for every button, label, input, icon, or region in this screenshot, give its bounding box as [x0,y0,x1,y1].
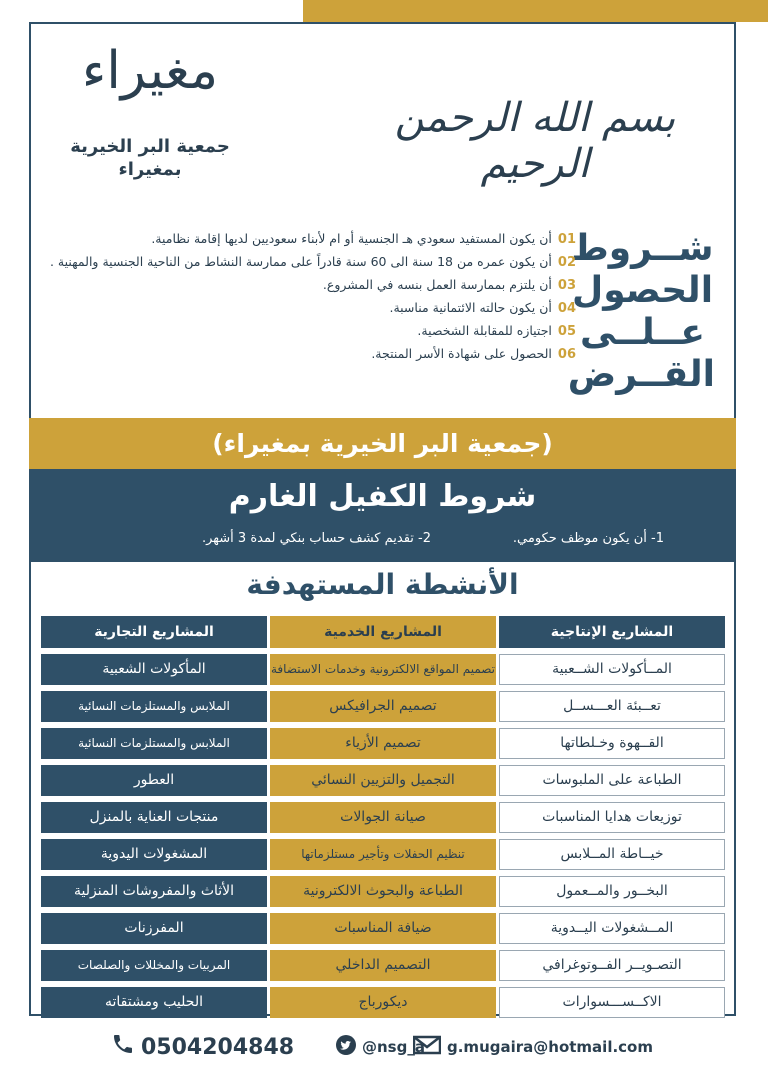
commercial-projects-column [41,616,267,1018]
org-logo [60,41,240,182]
guarantor-section [29,469,736,562]
activity-item: صيانة الجوالات [270,802,496,833]
activity-item: الأثاث والمفروشات المنزلية [41,876,267,907]
logo-name [60,135,240,182]
logo-name-line2: بمغيراء [118,159,182,181]
service-projects-column [270,616,496,1018]
activity-item: الطباعة على الملبوسات [499,765,725,796]
guarantor-condition-1: 1- أن يكون موظف حكومي. [512,531,664,546]
condition-number: 03 [557,278,576,293]
activity-item: التصـويــر الفــوتوغرافي [499,950,725,981]
column-header: المشاريع الخدمية [270,616,496,648]
phone-contact[interactable] [111,1030,294,1064]
activity-item: المأكولات الشعبية [41,654,267,685]
twitter-icon [336,1035,356,1059]
activity-item: الحليب ومشتقاته [41,987,267,1018]
twitter-contact[interactable] [336,1030,425,1064]
activity-item: الملابس والمستلزمات النسائية [41,691,267,722]
activity-item: المربيات والمخللات والصلصات [41,950,267,981]
twitter-handle: @nsg_a [362,1038,425,1056]
title-line: القــرض [567,354,715,396]
activity-item: العطور [41,765,267,796]
condition-number: 01 [557,232,576,247]
title-line: الحصول [571,270,714,312]
org-banner-text: (جمعية البر الخيرية بمغيراء) [212,429,553,458]
basmala: بسم الله الرحمن الرحيم [394,95,676,187]
activity-item: توزيعات هدايا المناسبات [499,802,725,833]
logo-name-line1: جمعية البر الخيرية [70,136,230,157]
condition-text: أن يكون المستفيد سعودي هـ الجنسية أو ام لأبناء سعوديين لديها إقامة نظامية. [151,231,552,246]
title-line: شــروط [571,228,714,269]
guarantor-condition-2: 2- تقديم كشف حساب بنكي لمدة 3 أشهر. [201,531,431,546]
activity-item: ضيافة المناسبات [270,913,496,944]
email-address: g.mugaira@hotmail.com [447,1038,653,1056]
title-line: عــلــى [580,312,705,354]
activity-item: تصميم الجرافيكس [270,691,496,722]
activity-item: الطباعة والبحوث الالكترونية [270,876,496,907]
condition-item [46,320,576,343]
condition-number: 06 [557,347,576,362]
condition-text: أن يكون عمره من 18 سنة الى 60 سنة قادراً على ممارسة النشاط من الناحية الجنسية والمهنية . [49,254,552,269]
activity-item: الملابس والمستلزمات النسائية [41,728,267,759]
activity-item: منتجات العناية بالمنزل [41,802,267,833]
activity-item: تعــبئة العـــســل [499,691,725,722]
condition-number: 02 [557,255,576,270]
condition-text: الحصول على شهادة الأسر المنتجة. [371,346,552,361]
guarantor-title: شروط الكفيل الغارم [228,479,537,514]
productive-projects-column [499,616,725,1018]
condition-text: أن يكون حالته الائتمانية مناسبة. [389,300,552,315]
activity-item: تنظيم الحفلات وتأجير مستلزماتها [270,839,496,870]
activity-item: البخــور والمــعمول [499,876,725,907]
activity-item: تصميم الأزياء [270,728,496,759]
activity-item: تصميم المواقع الالكترونية وخدمات الاستضافة [270,654,496,685]
logo-calligraphy: مغيراء [81,41,219,101]
condition-text: أن يلتزم بممارسة العمل بنسه في المشروع. [322,277,552,292]
org-banner [29,418,736,469]
mail-icon [413,1035,441,1059]
activity-item: المــشغولات اليــدوية [499,913,725,944]
contact-footer [29,1030,736,1064]
top-gold-bar [303,0,768,22]
condition-text: اجتيازه للمقابلة الشخصية. [417,323,552,338]
loan-conditions-title [567,228,715,396]
phone-number: 0504204848 [141,1034,295,1060]
email-contact[interactable] [413,1030,653,1064]
activity-item: التجميل والتزيين النسائي [270,765,496,796]
column-header: المشاريع التجارية [41,616,267,648]
condition-item [46,228,576,251]
condition-number: 05 [557,324,576,339]
condition-item [46,251,576,274]
condition-item [46,343,576,366]
phone-icon [111,1032,135,1062]
activity-item: المشغولات اليدوية [41,839,267,870]
activity-item: ديكورباج [270,987,496,1018]
condition-number: 04 [557,301,576,316]
loan-conditions-list [46,228,576,366]
column-header: المشاريع الإنتاجية [499,616,725,648]
activity-item: خيــاطة المــلابس [499,839,725,870]
activity-item: المفرزنات [41,913,267,944]
condition-item [46,297,576,320]
activity-item: التصميم الداخلي [270,950,496,981]
activity-item: الاكــســـسوارات [499,987,725,1018]
activity-item: المــأكولات الشــعبية [499,654,725,685]
condition-item [46,274,576,297]
activity-item: القــهوة وخـلطاتها [499,728,725,759]
activities-title: الأنشطة المستهدفة [246,568,519,601]
